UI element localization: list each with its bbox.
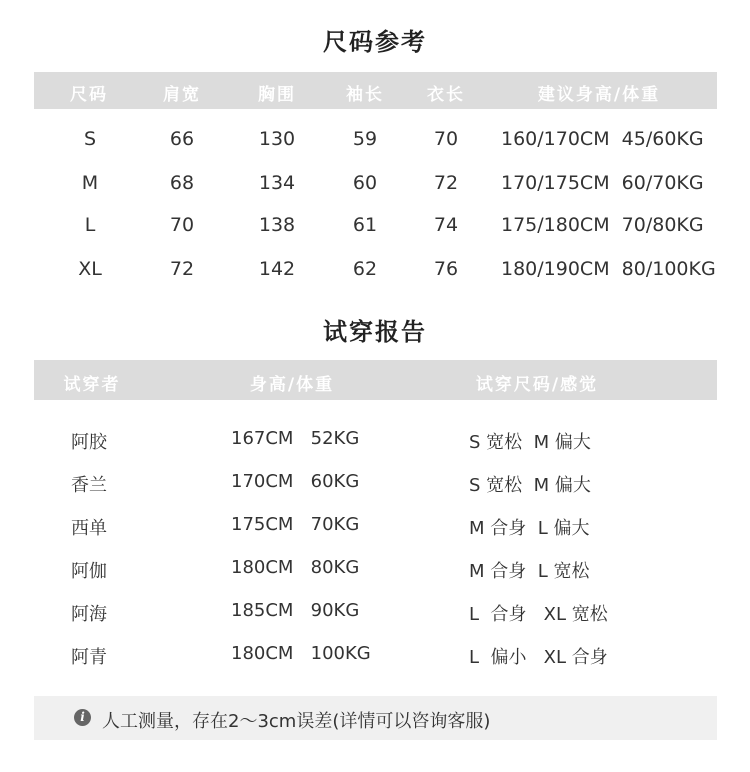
shoulder-cell: 70 [169,214,195,236]
tester-name: 阿青 [71,647,107,668]
tester-size-feel: L 偏小 XL 合身 [469,647,608,668]
tester-name: 阿伽 [71,561,107,582]
trial-report-header [34,360,717,400]
size-cell: M [81,172,99,194]
sleeve-cell: 62 [352,258,378,280]
tester-name: 西单 [71,518,107,539]
sleeve-cell: 61 [352,214,378,236]
size-cell: XL [78,258,102,280]
size-header-sleeve: 袖长 [346,85,384,105]
shoulder-cell: 72 [169,258,195,280]
tester-size-feel: M 合身 L 偏大 [469,518,590,539]
tester-height-weight: 170CM 60KG [231,471,360,492]
size-header-recommend: 建议身高/体重 [537,85,661,105]
chest-cell: 130 [258,128,296,150]
size-header-shoulder: 肩宽 [163,85,201,105]
tester-name: 香兰 [71,475,107,496]
trial-report-title: 试穿报告 [323,318,427,346]
tester-height-weight: 180CM 80KG [231,557,360,578]
recommend-cell: 160/170CM 45/60KG [501,128,704,150]
chest-cell: 138 [258,214,296,236]
tester-size-feel: L 合身 XL 宽松 [469,604,608,625]
tester-size-feel: S 宽松 M 偏大 [469,432,591,453]
measurement-note [34,696,717,740]
tester-height-weight: 185CM 90KG [231,600,360,621]
size-chart-title: 尺码参考 [323,28,427,56]
tester-size-feel: M 合身 L 宽松 [469,561,590,582]
note-text: 人工测量，存在2～3cm误差(详情可以咨询客服) [102,711,491,732]
length-cell: 70 [433,128,459,150]
size-header-chest: 胸围 [258,85,296,105]
length-cell: 72 [433,172,459,194]
chest-cell: 142 [258,258,296,280]
tester-name: 阿胶 [71,432,107,453]
size-cell: S [83,128,97,150]
sleeve-cell: 59 [352,128,378,150]
length-cell: 74 [433,214,459,236]
tester-height-weight: 175CM 70KG [231,514,360,535]
chest-cell: 134 [258,172,296,194]
tester-height-weight: 180CM 100KG [231,643,371,664]
trial-header-tester: 试穿者 [63,375,121,395]
tester-height-weight: 167CM 52KG [231,428,360,449]
info-icon: i [74,709,91,726]
shoulder-cell: 66 [169,128,195,150]
tester-name: 阿海 [71,604,107,625]
size-chart-header [34,72,717,109]
trial-header-height-weight: 身高/体重 [249,375,335,395]
recommend-cell: 170/175CM 60/70KG [501,172,704,194]
length-cell: 76 [433,258,459,280]
sleeve-cell: 60 [352,172,378,194]
recommend-cell: 175/180CM 70/80KG [501,214,704,236]
tester-size-feel: S 宽松 M 偏大 [469,475,591,496]
shoulder-cell: 68 [169,172,195,194]
size-header-length: 衣长 [427,85,465,105]
trial-header-size-feel: 试穿尺码/感觉 [475,375,599,395]
size-cell: L [84,214,96,236]
size-header-size: 尺码 [70,85,108,105]
recommend-cell: 180/190CM 80/100KG [501,258,716,280]
